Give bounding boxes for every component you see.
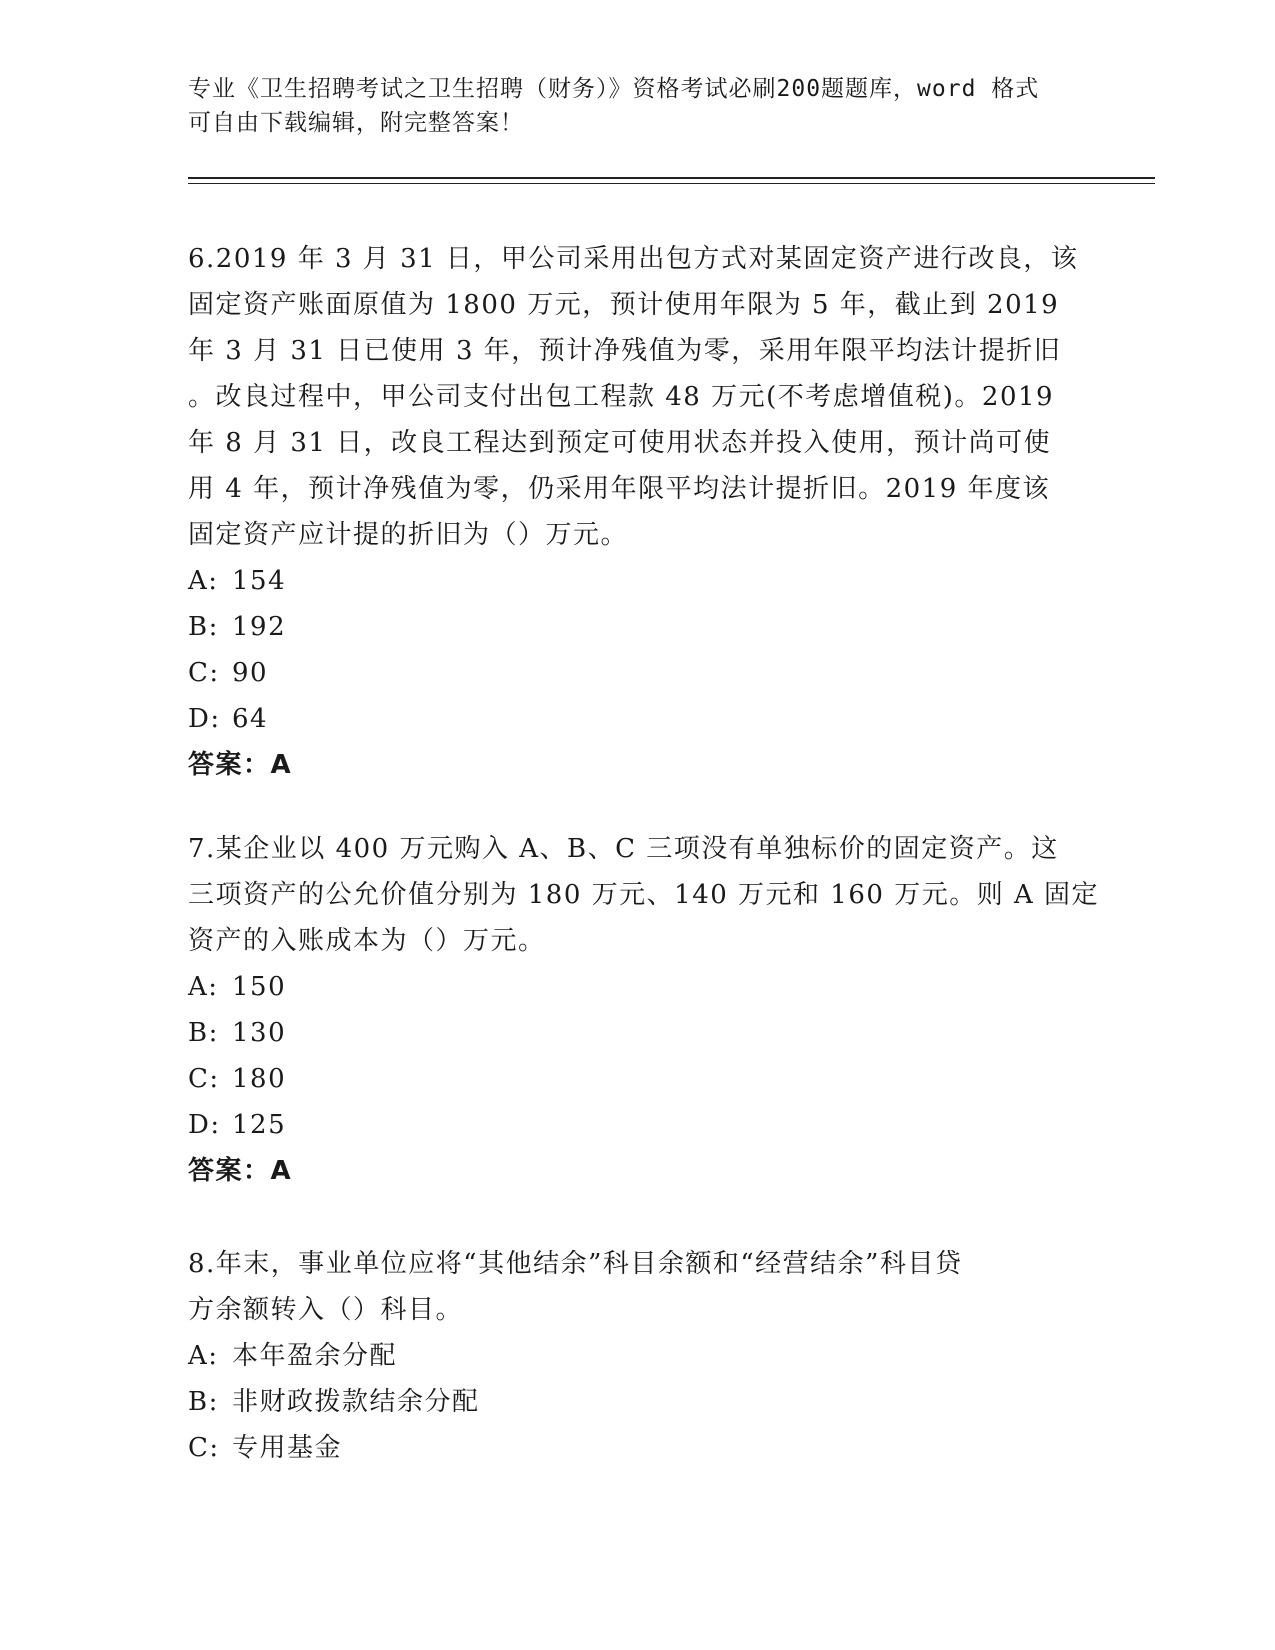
question-stem-line: 方余额转入（）科目。	[188, 1295, 464, 1325]
option-c	[188, 650, 1088, 696]
question-stem-line: 年 3 月 31 日已使用 3 年，预计净残值为零，采用年限平均法计提折旧	[188, 336, 1062, 366]
option-text: 非财政拨款结余分配	[232, 1387, 480, 1417]
option-c	[188, 1425, 1088, 1471]
question-stem-line: 三项资产的公允价值分别为 180 万元、140 万元和 160 万元。则 A 固定	[188, 880, 1100, 910]
option-text: 130	[232, 1018, 287, 1048]
option-letter: B:	[188, 1018, 219, 1048]
option-letter: D:	[188, 1110, 221, 1140]
question-6	[188, 236, 1088, 788]
option-b	[188, 604, 1088, 650]
option-letter: C:	[188, 1064, 220, 1094]
question-stem-line: 6.2019 年 3 月 31 日，甲公司采用出包方式对某固定资产进行改良，该	[188, 244, 1079, 274]
option-letter: D:	[188, 704, 221, 734]
header-line-1: 专业《卫生招聘考试之卫生招聘（财务）》资格考试必刷200题题库，word 格式	[188, 76, 1040, 102]
option-b	[188, 1010, 1088, 1056]
header-line-2: 可自由下载编辑，附完整答案！	[188, 110, 524, 136]
option-letter: B:	[188, 612, 219, 642]
option-text: 64	[232, 704, 269, 734]
option-a	[188, 558, 1088, 604]
answer-line: 答案：A	[188, 1156, 293, 1186]
question-stem-line: 。改良过程中，甲公司支付出包工程款 48 万元(不考虑增值税)。2019	[188, 382, 1055, 412]
option-d	[188, 696, 1088, 742]
option-b	[188, 1379, 1088, 1425]
option-text: 154	[232, 566, 287, 596]
option-letter: C:	[188, 658, 220, 688]
option-text: 专用基金	[232, 1433, 343, 1463]
option-text: 192	[232, 612, 287, 642]
question-stem-line: 8.年末，事业单位应将“其他结余”科目余额和“经营结余”科目贷	[188, 1249, 963, 1279]
option-c	[188, 1056, 1088, 1102]
question-stem-line: 固定资产应计提的折旧为（）万元。	[188, 520, 629, 550]
option-letter: A:	[188, 566, 219, 596]
question-7	[188, 826, 1100, 1194]
option-a	[188, 964, 1088, 1010]
option-letter: C:	[188, 1433, 220, 1463]
option-text: 90	[232, 658, 269, 688]
question-8	[188, 1241, 1088, 1471]
question-stem-line: 资产的入账成本为（）万元。	[188, 926, 546, 956]
question-stem-line: 用 4 年，预计净残值为零，仍采用年限平均法计提折旧。2019 年度该	[188, 474, 1051, 504]
document-header	[188, 72, 1068, 140]
option-a	[188, 1333, 1088, 1379]
answer-line: 答案：A	[188, 750, 293, 780]
option-letter: A:	[188, 972, 219, 1002]
question-stem-line: 固定资产账面原值为 1800 万元，预计使用年限为 5 年，截止到 2019	[188, 290, 1060, 320]
option-d	[188, 1102, 1088, 1148]
option-text: 180	[232, 1064, 287, 1094]
question-stem-line: 7.某企业以 400 万元购入 A、B、C 三项没有单独标价的固定资产。这	[188, 834, 1059, 864]
option-text: 125	[232, 1110, 287, 1140]
question-stem-line: 年 8 月 31 日，改良工程达到预定可使用状态并投入使用，预计尚可使	[188, 428, 1052, 458]
header-divider-thin	[188, 183, 1155, 184]
option-text: 150	[232, 972, 287, 1002]
option-letter: A:	[188, 1341, 219, 1371]
option-text: 本年盈余分配	[232, 1341, 398, 1371]
header-divider-thick	[188, 177, 1155, 179]
option-letter: B:	[188, 1387, 219, 1417]
